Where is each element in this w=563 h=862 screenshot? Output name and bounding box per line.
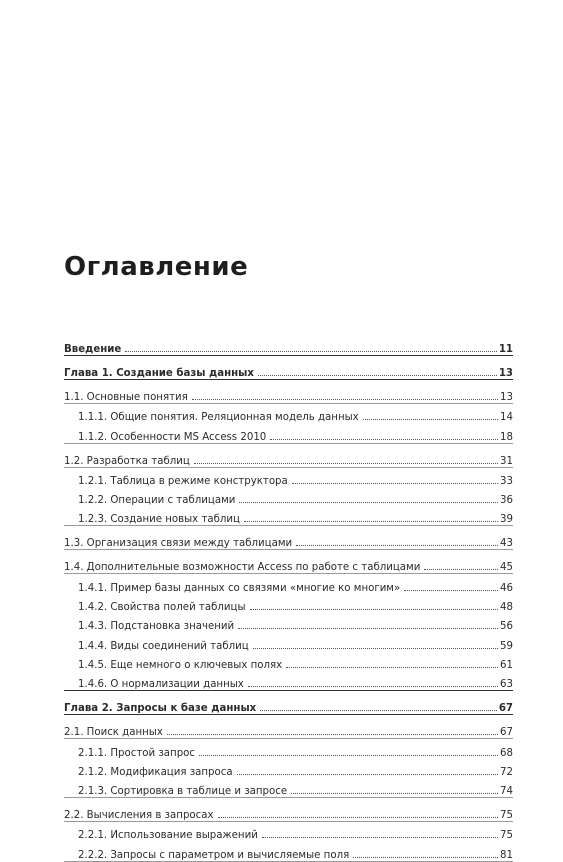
toc-entry-title: 1.4.1. Пример базы данных со связями «многие ко многим» <box>78 582 401 594</box>
dot-leader <box>238 628 498 629</box>
toc-entry-title: 1.4.3. Подстановка значений <box>78 621 235 633</box>
toc-page-number: 81 <box>500 849 513 861</box>
toc-chapter-entry <box>64 691 513 714</box>
toc-subsection-entry <box>64 613 513 632</box>
dot-leader <box>239 502 498 503</box>
toc-entry-title: 2.2. Вычисления в запросах <box>64 810 214 822</box>
toc-page-number: 33 <box>500 475 513 487</box>
dot-leader <box>253 648 498 649</box>
toc-page-number: 67 <box>500 727 513 739</box>
table-of-contents <box>64 332 513 862</box>
dot-leader <box>258 375 497 376</box>
toc-page-number: 59 <box>500 640 513 652</box>
toc-entry-title: 2.2.1. Использование выражений <box>78 830 258 842</box>
toc-entry-title: 2.1.3. Сортировка в таблице и запросе <box>78 786 288 798</box>
toc-page-number: 67 <box>498 703 513 715</box>
toc-entry-title: 1.4.6. О нормализации данных <box>78 679 244 691</box>
toc-entry-title: 2.1. Поиск данных <box>64 727 163 739</box>
dot-leader <box>404 590 498 591</box>
toc-entry-title: 1.4. Дополнительные возможности Access по работе с таблицами <box>64 562 421 574</box>
toc-page-number: 13 <box>500 392 513 403</box>
toc-subsection-entry <box>64 468 513 487</box>
dot-leader <box>296 545 498 546</box>
toc-subsection-entry <box>64 822 513 841</box>
toc-entry-title: 1.2.2. Операции с таблицами <box>78 495 236 507</box>
toc-section-entry <box>64 526 513 549</box>
dot-leader <box>250 609 499 610</box>
toc-page-number: 13 <box>498 368 513 379</box>
toc-entry-title: 1.1.2. Особенности MS Access 2010 <box>78 431 267 443</box>
toc-entry-title: 1.1.1. Общие понятия. Реляционная модель данных <box>78 412 359 424</box>
toc-entry-title: 2.1.2. Модификация запроса <box>78 766 233 778</box>
toc-page-number: 75 <box>500 830 513 842</box>
toc-page-number: 11 <box>498 344 513 355</box>
toc-page-number: 18 <box>500 431 513 443</box>
toc-entry-title: Глава 2. Запросы к базе данных <box>64 703 257 715</box>
dot-leader <box>248 686 498 687</box>
toc-entry-title: 1.2.3. Создание новых таблиц <box>78 514 240 526</box>
toc-entry-title: 1.2. Разработка таблиц <box>64 455 190 467</box>
dot-leader <box>424 569 498 570</box>
dot-leader <box>199 755 498 756</box>
dot-leader <box>194 463 498 464</box>
toc-page-number: 36 <box>500 495 513 507</box>
toc-page-number: 31 <box>500 455 513 467</box>
toc-subsection-entry <box>64 574 513 593</box>
toc-entry-title: 1.1. Основные понятия <box>64 392 188 403</box>
toc-subsection-entry <box>64 671 513 690</box>
toc-subsection-entry <box>64 759 513 778</box>
toc-page-number: 72 <box>500 766 513 778</box>
toc-chapter-entry <box>64 356 513 379</box>
toc-section-entry <box>64 444 513 467</box>
toc-page-number: 61 <box>500 659 513 671</box>
toc-section-entry <box>64 550 513 573</box>
toc-entry-title: 1.4.4. Виды соединений таблиц <box>78 640 249 652</box>
toc-section-entry <box>64 380 513 403</box>
dot-leader <box>286 667 498 668</box>
toc-entry-title: Введение <box>64 344 122 355</box>
dot-leader <box>363 419 498 420</box>
toc-chapter-entry <box>64 332 513 355</box>
toc-subsection-entry <box>64 594 513 613</box>
toc-subsection-entry <box>64 841 513 860</box>
toc-page-number: 39 <box>500 514 513 526</box>
page-title: Оглавление <box>64 252 249 282</box>
toc-subsection-entry <box>64 506 513 525</box>
toc-entry-title: 1.4.5. Еще немного о ключевых полях <box>78 659 283 671</box>
dot-leader <box>291 793 498 794</box>
dot-leader <box>125 351 496 352</box>
dot-leader <box>244 521 498 522</box>
toc-page-number: 48 <box>500 602 513 614</box>
toc-entry-title: 1.3. Организация связи между таблицами <box>64 538 293 550</box>
toc-page-number: 46 <box>500 582 513 594</box>
dot-leader <box>292 483 498 484</box>
toc-page-number: 14 <box>500 412 513 424</box>
toc-subsection-entry <box>64 632 513 651</box>
dot-leader <box>353 857 498 858</box>
dot-leader <box>192 399 498 400</box>
dot-leader <box>218 817 499 818</box>
toc-subsection-entry <box>64 404 513 423</box>
toc-subsection-entry <box>64 778 513 797</box>
dot-leader <box>167 734 498 735</box>
toc-entry-title: Глава 1. Создание базы данных <box>64 368 254 379</box>
toc-entry-title: 2.1.1. Простой запрос <box>78 747 196 759</box>
toc-page-number: 56 <box>500 621 513 633</box>
toc-section-entry <box>64 798 513 821</box>
toc-page-number: 68 <box>500 747 513 759</box>
toc-section-entry <box>64 715 513 738</box>
dot-leader <box>262 837 498 838</box>
toc-entry-title: 1.2.1. Таблица в режиме конструктора <box>78 475 288 487</box>
toc-subsection-entry <box>64 652 513 671</box>
dot-leader <box>260 710 497 711</box>
dot-leader <box>270 439 498 440</box>
toc-page-number: 75 <box>500 810 513 822</box>
toc-subsection-entry <box>64 487 513 506</box>
toc-entry-title: 1.4.2. Свойства полей таблицы <box>78 602 246 614</box>
toc-page-number: 43 <box>500 538 513 550</box>
toc-page-number: 74 <box>500 786 513 798</box>
toc-subsection-entry <box>64 423 513 442</box>
toc-page-number: 63 <box>500 679 513 691</box>
toc-subsection-entry <box>64 739 513 758</box>
dot-leader <box>237 774 498 775</box>
toc-page-number: 45 <box>500 562 513 574</box>
toc-entry-title: 2.2.2. Запросы с параметром и вычисляемые поля <box>78 849 350 861</box>
